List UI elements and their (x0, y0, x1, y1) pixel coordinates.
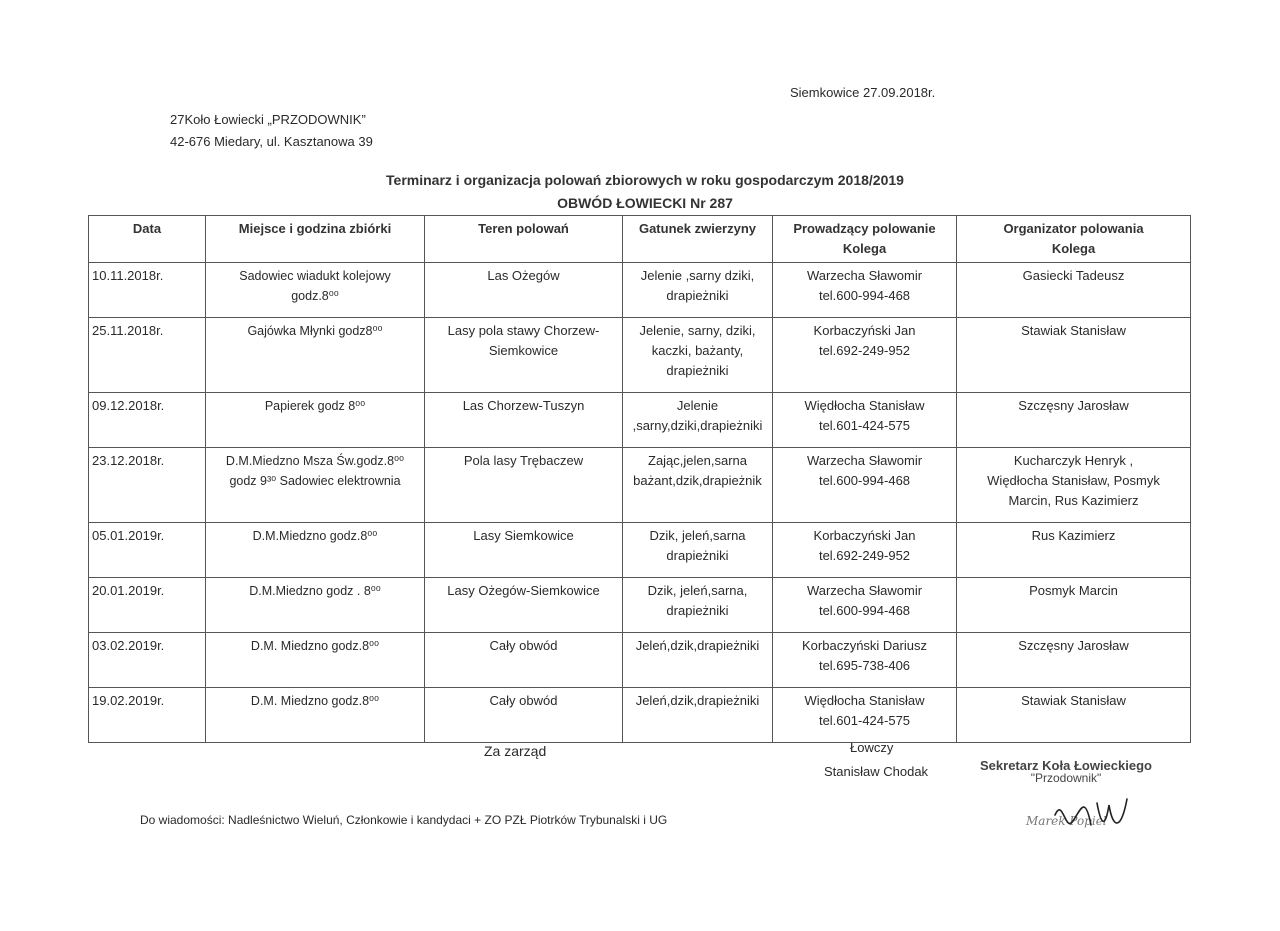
stamp-line-2: "Przodownik" (1030, 771, 1102, 785)
handwritten-signature (1035, 785, 1155, 845)
cell-organizer-line: Więdłocha Stanisław, Posmyk (987, 473, 1160, 488)
cell-organizer-line: Stawiak Stanisław (1021, 693, 1126, 708)
cell-leader-line: tel.601-424-575 (818, 418, 911, 433)
cell-species (623, 523, 773, 578)
cell-species (623, 318, 773, 393)
cell-organizer-line: Gasiecki Tadeusz (1022, 268, 1125, 283)
cell-place-line: Sadowiec wiadukt kolejowy (239, 269, 391, 283)
cell-species-line: kaczki, bażanty, (651, 343, 744, 358)
hunter-name: Stanisław Chodak (824, 764, 929, 779)
cell-leader-line: tel.695-738-406 (818, 658, 911, 673)
cell-species-line: drapieżniki (666, 363, 729, 378)
cell-place (206, 318, 425, 393)
cell-organizer (957, 393, 1191, 448)
cell-leader (773, 318, 957, 393)
cell-place (206, 393, 425, 448)
cell-date-line: 10.11.2018r. (92, 268, 164, 283)
cell-species-line: drapieżniki (666, 288, 729, 303)
header-leader (773, 216, 957, 263)
table-header-row (89, 216, 1191, 263)
cell-place-line: godz 9³⁰ Sadowiec elektrownia (229, 474, 401, 488)
cell-place (206, 523, 425, 578)
place-date: Siemkowice 27.09.2018r. (790, 85, 936, 100)
cell-leader-line: tel.692-249-952 (818, 343, 911, 358)
header-leader-line2: Kolega (842, 241, 887, 256)
cell-date (89, 448, 206, 523)
cell-leader-line: Warzecha Sławomir (806, 453, 923, 468)
document-subtitle: OBWÓD ŁOWIECKI Nr 287 (557, 195, 733, 211)
club-address: 42-676 Miedary, ul. Kasztanowa 39 (170, 134, 373, 149)
table-row (89, 263, 1191, 318)
cell-date (89, 633, 206, 688)
cell-place-line: Papierek godz 8⁰⁰ (264, 399, 366, 413)
cell-organizer-line: Stawiak Stanisław (1021, 323, 1126, 338)
cell-area-line: Pola lasy Trębaczew (463, 453, 584, 468)
cell-leader-line: tel.692-249-952 (818, 548, 911, 563)
cell-organizer (957, 523, 1191, 578)
cell-area (425, 263, 623, 318)
cell-species-line: Jeleń,dzik,drapieżniki (635, 693, 760, 708)
header-place: Miejsce i godzina zbiórki (206, 216, 425, 263)
cell-place (206, 578, 425, 633)
table-row (89, 393, 1191, 448)
sender-block (170, 109, 373, 153)
cell-organizer (957, 318, 1191, 393)
cell-date (89, 318, 206, 393)
cell-date-line: 09.12.2018r. (92, 398, 165, 413)
cell-organizer (957, 578, 1191, 633)
cell-organizer (957, 263, 1191, 318)
header-leader-line1: Prowadzący polowanie (793, 221, 936, 236)
cell-leader (773, 633, 957, 688)
cell-species-line: Zając,jelen,sarna (648, 453, 747, 468)
cell-area (425, 633, 623, 688)
stamp-line-1: Sekretarz Koła Łowieckiego (980, 758, 1152, 773)
cell-date (89, 263, 206, 318)
cell-area-line: Las Ożegów (487, 268, 560, 283)
cell-leader-line: Korbaczyński Jan (813, 323, 916, 338)
club-name: 27Koło Łowiecki „PRZODOWNIK” (170, 112, 366, 127)
cell-place-line: D.M.Miedzno godz . 8⁰⁰ (249, 584, 381, 598)
cell-date-line: 25.11.2018r. (92, 323, 164, 338)
board-signature-label: Za zarząd (484, 743, 547, 759)
cell-species-line: Jelenie (676, 398, 719, 413)
cell-species (623, 263, 773, 318)
cell-place-line: D.M. Miedzno godz.8⁰⁰ (250, 694, 380, 708)
cell-leader-line: Więdłocha Stanisław (804, 693, 925, 708)
cell-place-line: godz.8⁰⁰ (291, 289, 339, 303)
cell-date (89, 578, 206, 633)
cell-area (425, 393, 623, 448)
cell-date (89, 688, 206, 743)
header-organizer (957, 216, 1191, 263)
cell-species-line: drapieżniki (666, 548, 729, 563)
cell-area (425, 318, 623, 393)
header-organizer-line1: Organizator polowania (1003, 221, 1144, 236)
cell-place (206, 448, 425, 523)
cell-area-line: Siemkowice (488, 343, 559, 358)
cell-date-line: 03.02.2019r. (92, 638, 165, 653)
header-species: Gatunek zwierzyny (623, 216, 773, 263)
cell-species-line: drapieżniki (666, 603, 729, 618)
cell-leader-line: Warzecha Sławomir (806, 583, 923, 598)
cell-leader-line: tel.600-994-468 (818, 603, 911, 618)
secretary-name: Marek Popiel (1026, 814, 1107, 828)
cell-leader (773, 688, 957, 743)
cell-leader-line: Warzecha Sławomir (806, 268, 923, 283)
cell-organizer-line: Marcin, Rus Kazimierz (1008, 493, 1139, 508)
cell-area-line: Cały obwód (489, 638, 558, 653)
cell-area-line: Las Chorzew-Tuszyn (462, 398, 585, 413)
header-organizer-line2: Kolega (1051, 241, 1096, 256)
cell-place-line: D.M.Miedzno godz.8⁰⁰ (252, 529, 378, 543)
cell-date-line: 20.01.2019r. (92, 583, 165, 598)
table-row (89, 578, 1191, 633)
cell-leader (773, 263, 957, 318)
cell-leader (773, 448, 957, 523)
cell-leader-line: tel.600-994-468 (818, 473, 911, 488)
cell-species (623, 633, 773, 688)
cell-place-line: Gajówka Młynki godz8⁰⁰ (247, 324, 383, 338)
cell-organizer-line: Rus Kazimierz (1031, 528, 1116, 543)
cell-leader-line: tel.601-424-575 (818, 713, 911, 728)
cell-area-line: Cały obwód (489, 693, 558, 708)
cell-leader-line: tel.600-994-468 (818, 288, 911, 303)
cell-date-line: 19.02.2019r. (92, 693, 165, 708)
cell-species (623, 393, 773, 448)
secretary-stamp (956, 758, 1176, 828)
cell-species-line: ,sarny,dziki,drapieżniki (632, 418, 763, 433)
cell-species-line: Dzik, jeleń,sarna (649, 528, 746, 543)
cell-organizer (957, 633, 1191, 688)
distribution-note: Do wiadomości: Nadleśnictwo Wieluń, Członkowie i kandydaci + ZO PZŁ Piotrków Trybunalski i UG (140, 813, 668, 827)
document-title: Terminarz i organizacja polowań zbiorowych w roku gospodarczym 2018/2019 (386, 172, 904, 188)
cell-species-line: Jelenie, sarny, dziki, (639, 323, 756, 338)
cell-leader-line: Korbaczyński Dariusz (802, 638, 927, 653)
cell-area-line: Lasy Siemkowice (473, 528, 574, 543)
cell-place (206, 688, 425, 743)
table-row (89, 448, 1191, 523)
cell-species (623, 448, 773, 523)
cell-species-line: Dzik, jeleń,sarna, (647, 583, 748, 598)
cell-area-line: Lasy pola stawy Chorzew- (447, 323, 600, 338)
cell-species-line: Jeleń,dzik,drapieżniki (635, 638, 760, 653)
cell-species (623, 688, 773, 743)
table-row (89, 318, 1191, 393)
hunting-schedule-table (88, 215, 1191, 743)
header-area: Teren polowań (425, 216, 623, 263)
cell-area (425, 523, 623, 578)
cell-leader (773, 393, 957, 448)
header-date: Data (89, 216, 206, 263)
cell-organizer (957, 448, 1191, 523)
cell-place (206, 633, 425, 688)
cell-place-line: D.M.Miedzno Msza Św.godz.8⁰⁰ (225, 454, 405, 468)
cell-organizer (957, 688, 1191, 743)
cell-area-line: Lasy Ożegów-Siemkowice (447, 583, 600, 598)
table-row (89, 633, 1191, 688)
cell-area (425, 448, 623, 523)
cell-species-line: Jelenie ,sarny dziki, (640, 268, 755, 283)
cell-organizer-line: Posmyk Marcin (1029, 583, 1118, 598)
table-row (89, 523, 1191, 578)
cell-organizer-line: Kucharczyk Henryk , (1013, 453, 1134, 468)
cell-date (89, 523, 206, 578)
cell-place (206, 263, 425, 318)
cell-species-line: bażant,dzik,drapieżnik (633, 473, 762, 488)
cell-organizer-line: Szczęsny Jarosław (1018, 638, 1129, 653)
cell-place-line: D.M. Miedzno godz.8⁰⁰ (250, 639, 380, 653)
cell-date-line: 23.12.2018r. (92, 453, 165, 468)
cell-leader-line: Korbaczyński Jan (813, 528, 916, 543)
cell-area (425, 688, 623, 743)
cell-species (623, 578, 773, 633)
cell-organizer-line: Szczęsny Jarosław (1018, 398, 1129, 413)
cell-date-line: 05.01.2019r. (92, 528, 165, 543)
cell-leader (773, 578, 957, 633)
cell-date (89, 393, 206, 448)
cell-leader (773, 523, 957, 578)
cell-area (425, 578, 623, 633)
hunter-title: Łowczy (850, 740, 894, 755)
table-row (89, 688, 1191, 743)
cell-leader-line: Więdłocha Stanisław (804, 398, 925, 413)
